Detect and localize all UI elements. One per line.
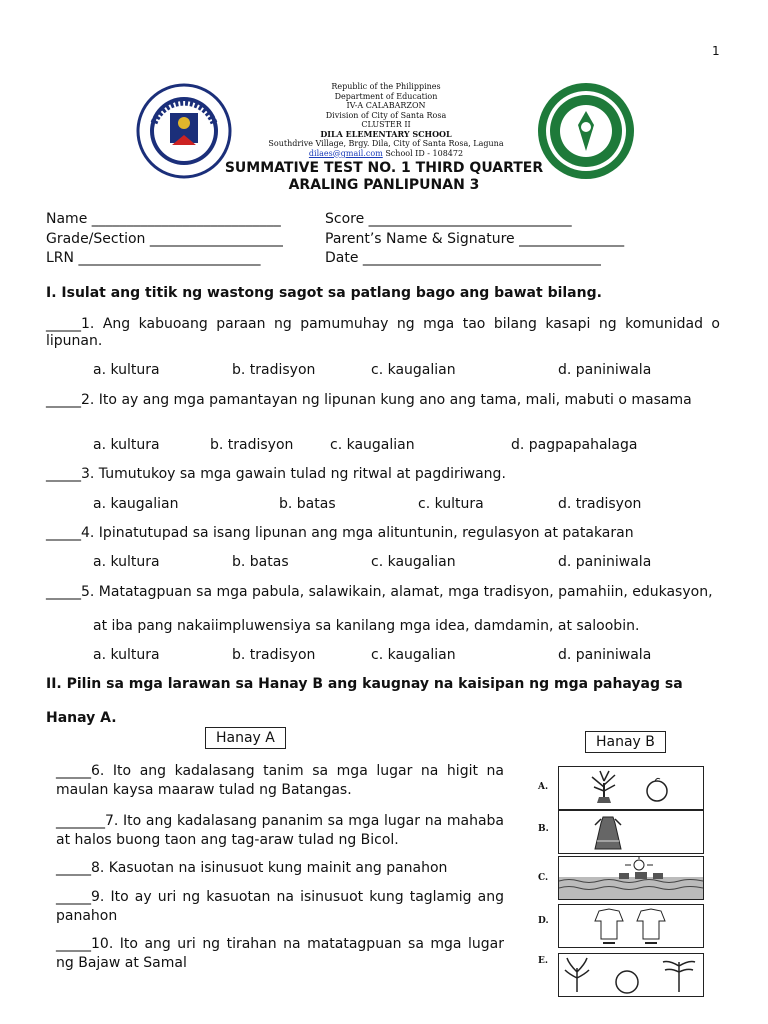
picture-letter: E. — [538, 956, 548, 966]
clothes-picture — [558, 904, 704, 948]
option-d: d. tradisyon — [558, 496, 642, 512]
score-field[interactable]: Score _____________________________ — [325, 211, 572, 227]
school-id: School ID - 108472 — [385, 148, 464, 158]
hanay-a-box: Hanay A — [205, 727, 286, 749]
option-d: d. pagpapahalaga — [511, 437, 638, 453]
test-title: SUMMATIVE TEST NO. 1 THIRD QUARTER — [224, 160, 544, 176]
page-number: 1 — [712, 44, 720, 58]
letterhead-line: IV-A CALABARZON — [346, 101, 426, 110]
hanay-a-heading: Hanay A. — [46, 710, 117, 726]
grade-section-field[interactable]: Grade/Section ___________________ — [46, 231, 283, 247]
letterhead-line: Republic of the Philippines — [331, 82, 441, 91]
option-b: b. batas — [279, 496, 336, 512]
option-b: b. tradisyon — [210, 437, 294, 453]
sea-houses-picture — [558, 856, 704, 900]
parent-signature-field[interactable]: Parent’s Name & Signature _______________ — [325, 231, 625, 247]
item-7: _______7. Ito ang kadalasang pananim sa mga lugar na mahaba at halos buong taon ang tag-araw tulad ng Bicol. — [56, 813, 504, 848]
option-a: a. kultura — [93, 647, 160, 663]
option-b: b. batas — [232, 554, 289, 570]
option-a: a. kultura — [93, 437, 160, 453]
picture-letter: A. — [538, 782, 549, 792]
option-c: c. kaugalian — [371, 554, 456, 570]
picture-letter: D. — [538, 916, 549, 926]
name-field[interactable]: Name ___________________________ — [46, 211, 281, 227]
question-5: _____5. Matatagpuan sa mga pabula, salawikain, alamat, mga tradisyon, pamahiin, edukasyon, — [46, 584, 713, 600]
option-d: d. paniniwala — [558, 554, 652, 570]
option-c: c. kaugalian — [330, 437, 415, 453]
school-address: Southdrive Village, Brgy. Dila, City of Santa Rosa, Laguna — [268, 139, 504, 148]
option-a: a. kultura — [93, 362, 160, 378]
question-1: _____1. Ang kabuoang paraan ng pamumuhay ng mga tao bilang kasapi ng komunidad o lipunan. — [46, 316, 720, 349]
option-c: c. kultura — [418, 496, 484, 512]
letterhead-line: Department of Education — [334, 91, 438, 101]
letterhead — [236, 82, 536, 158]
option-a: a. kaugalian — [93, 496, 179, 512]
picture-letter: B. — [538, 824, 549, 834]
item-10: _____10. Ito ang uri ng tirahan na matatagpuan sa mga lugar ng Bajaw at Samal — [56, 936, 504, 971]
option-c: c. kaugalian — [371, 647, 456, 663]
contact-line — [236, 149, 536, 159]
question-2: _____2. Ito ay ang mga pamantayan ng lipunan kung ano ang tama, mali, mabuti o masama — [46, 392, 692, 408]
option-b: b. tradisyon — [232, 647, 316, 663]
option-c: c. kaugalian — [371, 362, 456, 378]
rice-and-fruit-picture — [558, 953, 704, 997]
option-d: d. paniniwala — [558, 647, 652, 663]
lrn-field[interactable]: LRN __________________________ — [46, 250, 261, 266]
date-field[interactable]: Date __________________________________ — [325, 250, 601, 266]
letterhead-line: CLUSTER II — [361, 120, 411, 129]
hanay-b-box: Hanay B — [585, 731, 666, 753]
item-8: _____8. Kasuotan na isinusuot kung mainit ang panahon — [56, 860, 448, 876]
item-6: _____6. Ito ang kadalasang tanim sa mga lugar na higit na maulan kaysa maaraw tulad ng Batangas. — [56, 763, 504, 798]
question-3: _____3. Tumutukoy sa mga gawain tulad ng ritwal at pagdiriwang. — [46, 466, 506, 482]
subject-title: ARALING PANLIPUNAN 3 — [288, 177, 480, 193]
question-4: _____4. Ipinatutupad sa isang lipunan ang mga alituntunin, regulasyon at patakaran — [46, 525, 634, 541]
option-a: a. kultura — [93, 554, 160, 570]
section-2-instruction: II. Pilin sa mga larawan sa Hanay B ang kaugnay na kaisipan ng mga pahayag sa — [46, 676, 683, 692]
school-name: DILA ELEMENTARY SCHOOL — [320, 128, 452, 139]
email-link[interactable]: dilaes@gmail.com — [308, 148, 383, 158]
dress-picture — [558, 810, 704, 854]
section-1-instruction: I. Isulat ang titik ng wastong sagot sa patlang bago ang bawat bilang. — [46, 285, 602, 301]
question-5-continued: at iba pang nakaiimpluwensiya sa kanilang mga idea, damdamin, at saloobin. — [93, 618, 640, 634]
option-d: d. paniniwala — [558, 362, 652, 378]
option-b: b. tradisyon — [232, 362, 316, 378]
picture-letter: C. — [538, 873, 549, 883]
item-9: _____9. Ito ay uri ng kasuotan na isinusuot kung taglamig ang panahon — [56, 889, 504, 924]
plant-and-fruit-picture — [558, 766, 704, 810]
letterhead-line: Division of City of Santa Rosa — [325, 110, 447, 120]
